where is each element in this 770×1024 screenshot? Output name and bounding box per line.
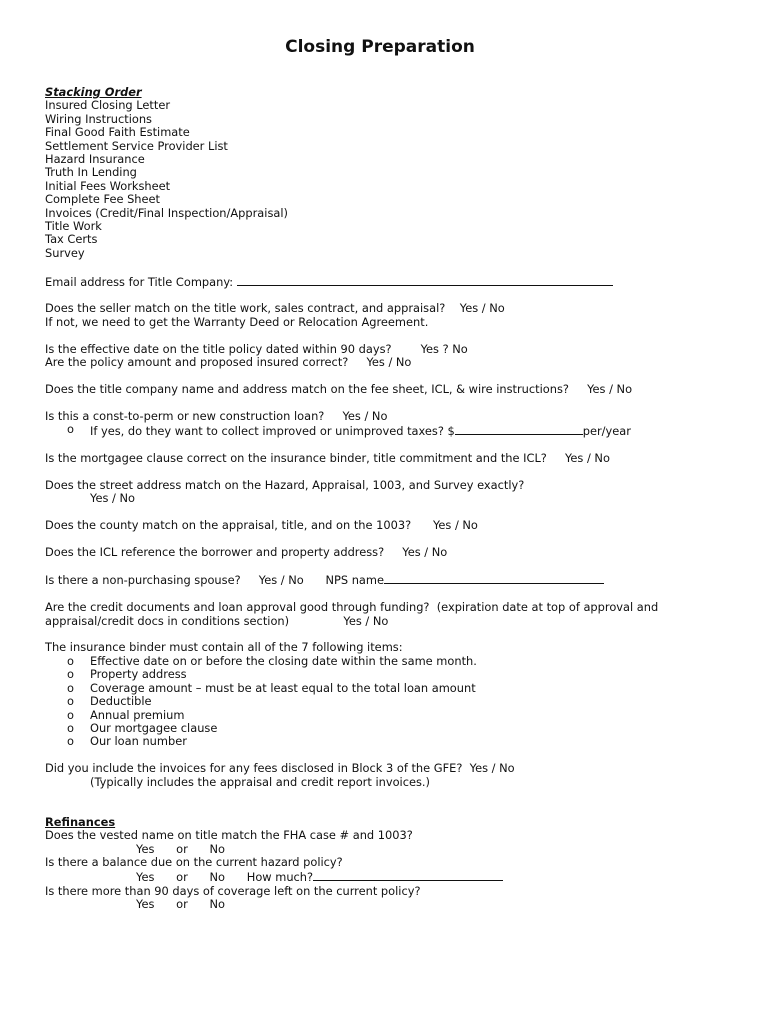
bullet-marker: o xyxy=(67,734,74,749)
county-question xyxy=(45,519,735,532)
question-text: Is there a non-purchasing spouse? xyxy=(45,573,241,588)
stacking-order-list xyxy=(45,99,735,260)
binder-item xyxy=(45,655,735,668)
question-text: Did you include the invoices for any fees disclosed in Block 3 of the GFE? xyxy=(45,761,463,776)
refinance-q1-answer xyxy=(45,843,735,856)
document-page xyxy=(45,36,735,912)
page-title: Closing Preparation xyxy=(285,37,475,57)
title-company-question xyxy=(45,383,735,396)
binder-item-text: Annual premium xyxy=(90,707,185,722)
binder-intro: The insurance binder must contain all of the 7 following items: xyxy=(45,640,403,655)
binder-item-text: Property address xyxy=(90,667,187,682)
yes-no-answer[interactable]: Yes / No xyxy=(469,761,515,776)
spouse-question xyxy=(45,572,735,587)
how-much-blank[interactable] xyxy=(313,869,503,881)
question-text: appraisal/credit docs in conditions section) xyxy=(45,613,290,628)
binder-item-text: Effective date on or before the closing date within the same month. xyxy=(90,653,477,668)
question-text: Is the mortgagee clause correct on the insurance binder, title commitment and the ICL? xyxy=(45,450,547,465)
yes-no-answer[interactable]: Yes ? No xyxy=(420,341,468,356)
policy-amount-question xyxy=(45,356,735,369)
question-text: Does the county match on the appraisal, title, and on the 1003? xyxy=(45,517,412,532)
stacking-item: Initial Fees Worksheet xyxy=(45,178,171,193)
refinance-q2-answer xyxy=(45,869,735,884)
no-option[interactable]: No xyxy=(209,870,226,885)
construction-question xyxy=(45,410,735,423)
stacking-item: Complete Fee Sheet xyxy=(45,192,161,207)
stacking-item: Tax Certs xyxy=(45,232,98,247)
stacking-item: Survey xyxy=(45,245,85,260)
yes-no-answer[interactable]: Yes / No xyxy=(432,517,478,532)
stacking-item: Invoices (Credit/Final Inspection/Appraisal) xyxy=(45,205,288,220)
seller-note: If not, we need to get the Warranty Deed or Relocation Agreement. xyxy=(45,314,429,329)
email-blank[interactable] xyxy=(237,274,613,286)
bullet-marker: o xyxy=(67,653,74,668)
binder-item xyxy=(45,695,735,708)
email-label: Email address for Title Company: xyxy=(45,274,234,289)
bullet-marker: o xyxy=(67,422,74,437)
binder-item-text: Our loan number xyxy=(90,734,187,749)
stacking-item: Title Work xyxy=(45,219,102,234)
credit-question-line1: Are the credit documents and loan approval good through funding? (expiration date at top of approval and xyxy=(45,600,659,615)
yes-no-answer[interactable]: Yes / No xyxy=(90,491,135,506)
bullet-marker: o xyxy=(67,694,74,709)
mortgagee-question xyxy=(45,452,735,465)
stacking-item: Insured Closing Letter xyxy=(45,98,171,113)
yes-no-answer[interactable]: Yes / No xyxy=(402,544,448,559)
binder-list xyxy=(45,655,735,749)
question-text: Are the policy amount and proposed insured correct? xyxy=(45,355,349,370)
binder-item-text: Our mortgagee clause xyxy=(90,720,218,735)
stacking-item: Final Good Faith Estimate xyxy=(45,125,190,140)
binder-item xyxy=(45,709,735,722)
or-label: or xyxy=(176,870,188,885)
binder-item-text: Coverage amount – must be at least equal to the total loan amount xyxy=(90,680,476,695)
street-address-question: Does the street address match on the Hazard, Appraisal, 1003, and Survey exactly? xyxy=(45,477,525,492)
icl-question xyxy=(45,546,735,559)
yes-no-answer[interactable]: Yes / No xyxy=(342,408,388,423)
question-text: If yes, do they want to collect improved or unimproved taxes? $ xyxy=(90,424,455,439)
yes-no-answer[interactable]: Yes / No xyxy=(343,613,389,628)
or-label: or xyxy=(176,897,188,912)
question-text: Is this a const-to-perm or new construction loan? xyxy=(45,408,325,423)
binder-item xyxy=(45,668,735,681)
yes-no-answer[interactable]: Yes / No xyxy=(564,450,610,465)
stacking-item: Wiring Instructions xyxy=(45,111,152,126)
invoices-note: (Typically includes the appraisal and credit report invoices.) xyxy=(90,774,430,789)
binder-item xyxy=(45,735,735,748)
nps-name-blank[interactable] xyxy=(384,572,604,584)
bullet-marker: o xyxy=(67,680,74,695)
stacking-item: Settlement Service Provider List xyxy=(45,138,228,153)
yes-no-answer[interactable]: Yes / No xyxy=(587,381,633,396)
refinances-heading: Refinances xyxy=(45,814,116,829)
yes-no-answer[interactable]: Yes / No xyxy=(258,573,304,588)
bullet-marker: o xyxy=(67,667,74,682)
nps-name-label: NPS name xyxy=(325,573,385,588)
effective-date-question xyxy=(45,343,735,356)
question-text: Does the seller match on the title work, sales contract, and appraisal? xyxy=(45,301,446,316)
or-label: or xyxy=(176,841,188,856)
no-option[interactable]: No xyxy=(209,841,226,856)
email-row xyxy=(45,274,735,289)
stacking-item: Truth In Lending xyxy=(45,165,137,180)
yes-no-answer[interactable]: Yes / No xyxy=(366,355,412,370)
taxes-amount-blank[interactable] xyxy=(455,423,583,435)
bullet-marker: o xyxy=(67,707,74,722)
yes-option[interactable]: Yes xyxy=(136,897,155,912)
seller-question xyxy=(45,302,735,315)
bullet-marker: o xyxy=(67,720,74,735)
stacking-item: Hazard Insurance xyxy=(45,152,145,167)
per-year-label: per/year xyxy=(582,424,631,439)
binder-item xyxy=(45,682,735,695)
how-much-label: How much? xyxy=(246,870,314,885)
yes-option[interactable]: Yes xyxy=(136,870,155,885)
binder-item xyxy=(45,722,735,735)
refinance-q3: Is there more than 90 days of coverage left on the current policy? xyxy=(45,883,421,898)
question-text: Is the effective date on the title policy dated within 90 days? xyxy=(45,341,392,356)
question-text: Does the ICL reference the borrower and property address? xyxy=(45,544,385,559)
no-option[interactable]: No xyxy=(209,897,226,912)
invoices-question xyxy=(45,762,735,775)
yes-no-answer[interactable]: Yes / No xyxy=(459,301,505,316)
refinance-q2: Is there a balance due on the current hazard policy? xyxy=(45,854,343,869)
yes-option[interactable]: Yes xyxy=(136,841,155,856)
construction-subquestion xyxy=(45,423,735,438)
question-text: Does the title company name and address match on the fee sheet, ICL, & wire instructions? xyxy=(45,381,569,396)
credit-question-line2 xyxy=(45,615,735,628)
stacking-order-heading: Stacking Order xyxy=(45,85,142,99)
refinance-q3-answer xyxy=(45,898,735,911)
refinance-q1: Does the vested name on title match the FHA case # and 1003? xyxy=(45,828,413,843)
binder-item-text: Deductible xyxy=(90,694,152,709)
